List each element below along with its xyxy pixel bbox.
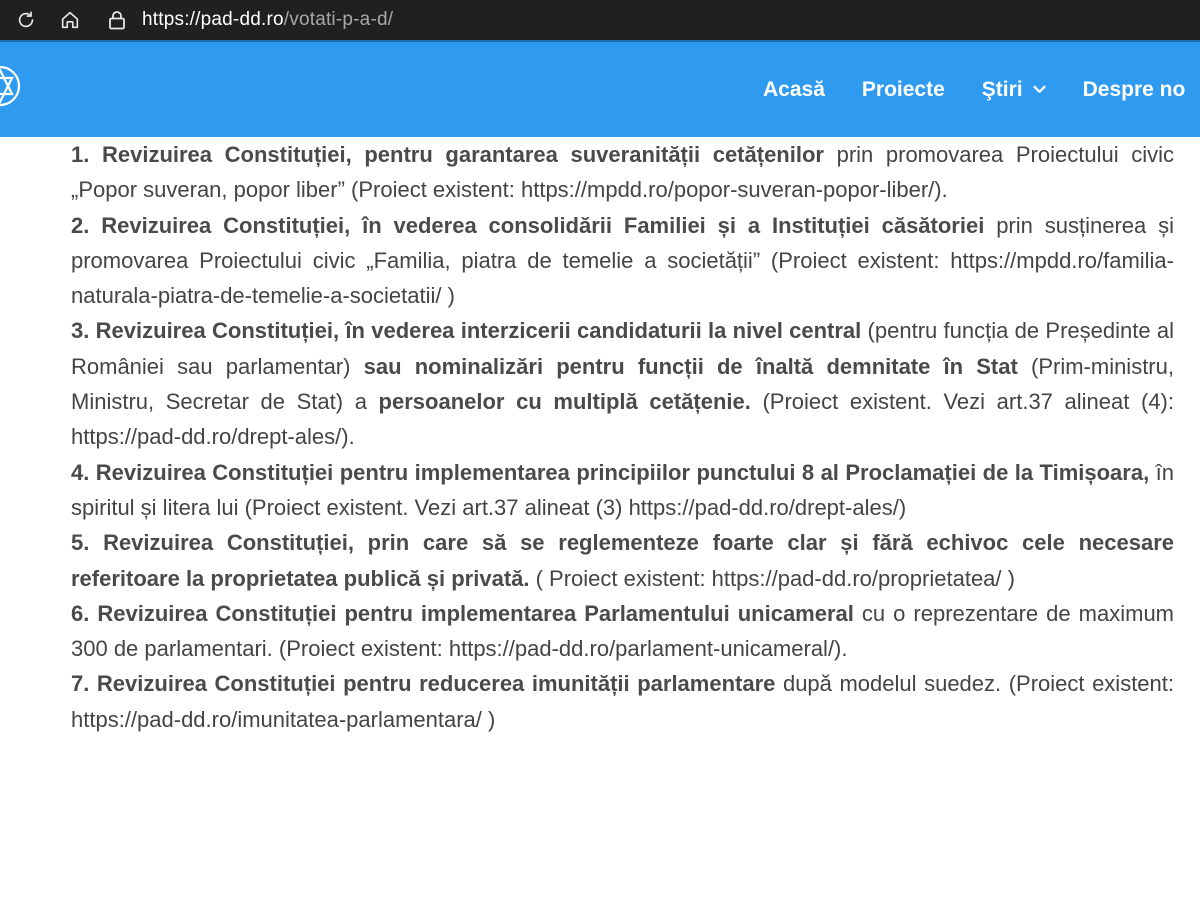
list-item	[71, 596, 1174, 667]
list-item	[71, 666, 1174, 737]
item-number: 2.	[71, 212, 102, 238]
item-heading: Revizuirea Constituției pentru reducerea imunității parlamentare	[96, 671, 776, 697]
item-text: prin promovarea Proiectului civic „Popor suveran, popor liber” (Proiect existent: https://mpdd.ro/popor-suveran-popor-liber/).	[71, 142, 1174, 203]
item-heading: persoanelor cu multiplă cetățenie.	[378, 389, 751, 415]
item-text: după modelul suedez. (Proiect existent: https://pad-dd.ro/imunitatea-parlamentara/ )	[71, 671, 1175, 732]
item-text: cu o reprezentare de maximum 300 de parlamentari. (Proiect existent: https://pad-dd.ro/parlament-unicameral/).	[71, 600, 1174, 662]
browser-toolbar	[0, 0, 1200, 40]
item-text: (pentru funcția de Președinte al României sau parlamentar)	[71, 318, 1175, 379]
item-text: în spiritul și litera lui (Proiect existent. Vezi art.37 alineat (3) https://pad-dd.ro/drept-ales/)	[71, 459, 1174, 520]
item-number: 1.	[71, 142, 102, 167]
item-heading: Revizuirea Constituției, în vederea interzicerii candidaturii la nivel central	[95, 318, 862, 344]
list-item	[71, 137, 1174, 208]
list-item	[71, 208, 1174, 314]
item-number: 3.	[71, 318, 96, 344]
lock-icon	[108, 10, 126, 30]
site-logo[interactable]	[0, 64, 22, 108]
item-number: 4.	[71, 459, 96, 485]
site-header	[0, 40, 1200, 137]
chevron-down-icon	[1033, 85, 1046, 94]
item-number: 6.	[71, 600, 98, 626]
list-item	[71, 455, 1174, 526]
item-text: ( Proiect existent: https://pad-dd.ro/proprietatea/ )	[529, 565, 1015, 591]
main-nav	[763, 42, 1200, 137]
reload-icon	[15, 9, 37, 31]
item-heading: sau nominalizări pentru funcții de înaltă demnitate în Stat	[363, 353, 1018, 379]
logo-icon	[0, 64, 22, 108]
item-number: 5.	[71, 530, 104, 556]
item-heading: Revizuirea Constituției pentru implementarea principiilor punctului 8 al Proclamației de la Timișoara,	[95, 459, 1150, 485]
nav-proiecte[interactable]: Proiecte	[861, 77, 945, 101]
item-heading: Revizuirea Constituției, în vederea consolidării Familiei și a Instituției căsătoriei	[101, 212, 985, 238]
article-content	[71, 137, 1174, 737]
item-text: prin susținerea și promovarea Proiectului civic „Familia, piatra de temelie a societății” (Proiect existent: https://mpdd.ro/familia-naturala-piatra-de-temelie-a-societatii/ )	[71, 212, 1174, 309]
item-heading: Revizuirea Constituției, pentru garantarea suveranității cetățenilor	[101, 142, 824, 167]
item-text: (Prim-ministru, Ministru, Secretar de Stat) a	[71, 353, 1174, 415]
nav-stiri[interactable]: Ştiri	[982, 78, 1046, 102]
reload-button[interactable]	[6, 0, 46, 40]
nav-acasa[interactable]: Acasă	[763, 77, 825, 101]
item-heading: Revizuirea Constituției pentru implementarea Parlamentului unicameral	[97, 600, 854, 626]
list-item	[71, 313, 1174, 454]
list-item	[71, 525, 1174, 596]
nav-despre[interactable]: Despre no	[1082, 77, 1186, 101]
item-number: 7.	[71, 671, 97, 697]
home-icon	[59, 9, 81, 31]
item-heading: Revizuirea Constituției, prin care să se reglementeze foarte clar și fără echivoc cele necesare referitoare la proprietatea publică și privată.	[71, 530, 1174, 591]
url-host: https://pad-dd.ro	[142, 9, 284, 30]
item-text: (Proiect existent. Vezi art.37 alineat (4): https://pad-dd.ro/drept-ales/).	[71, 389, 1174, 450]
home-button[interactable]	[50, 0, 90, 40]
url-path: /votati-p-a-d/	[283, 9, 394, 30]
address-bar[interactable]	[108, 0, 393, 40]
